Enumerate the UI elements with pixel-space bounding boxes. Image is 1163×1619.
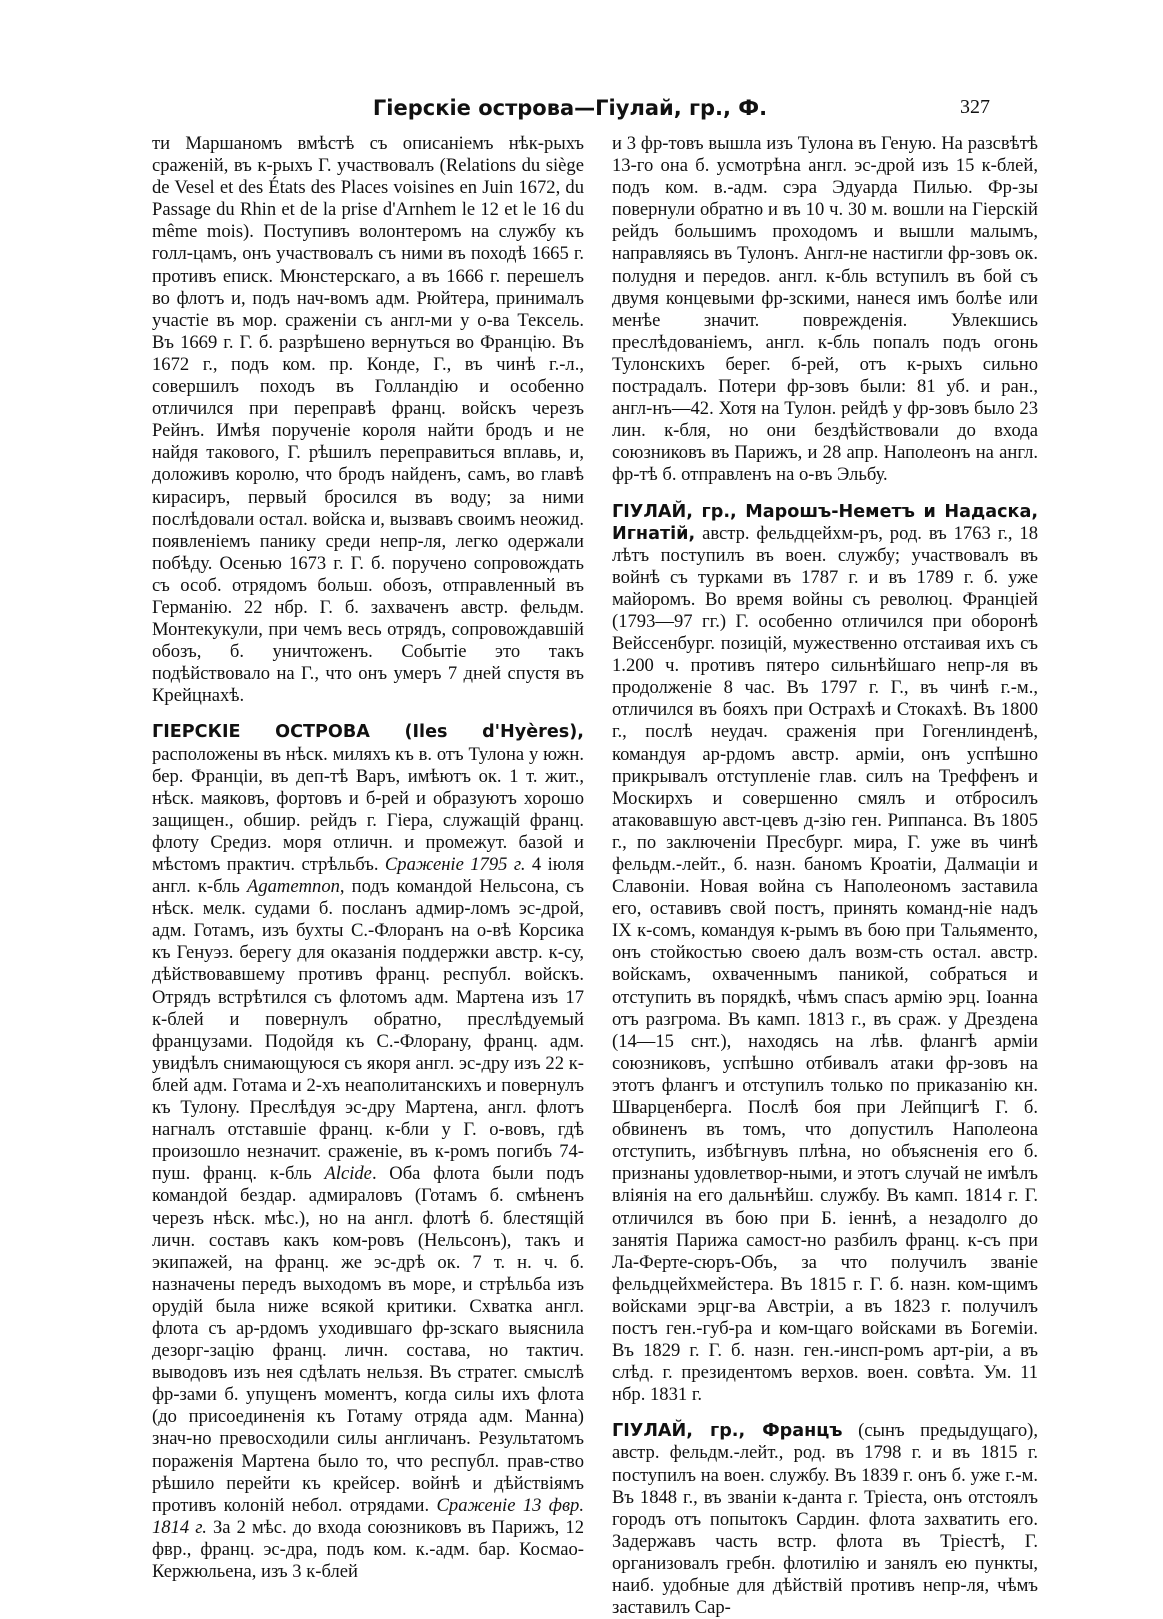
- ship-name-agamemnon: Agamemnon: [246, 876, 340, 898]
- entry-text: , подъ командой Нельсона, съ нѣск. мелк. судами б. посланъ адмир-ломъ эс-дрой, адм. Готамъ, изъ бухты С.-Флоранъ на о-вѣ Корсика къ Генуэз. берегу для оказанія поддержки австр. к-су, дѣйствовавшему противъ франц. республ. войскъ. Отрядъ встрѣтился съ флотомъ адм. Мартена изъ 17 к-блей и повернулъ обратно, преслѣдуемый французами. Подойдя къ С.-Флорану, франц. адм. увидѣлъ снимающуюся съ якоря англ. эс-дру изъ 22 к-блей адм. Готама и 2-хъ неаполитанскихъ и повернулъ къ Тулону. Преслѣдуя эс-дру Мартена, англ. флотъ нагналъ отставшіе франц. к-бли у Г. о-вовъ, гдѣ произошло незначит. сраженіе, въ к-ромъ погибъ 74-пуш. франц. к-бль: [152, 876, 584, 1185]
- page-header: [150, 96, 990, 130]
- entry-text: (сынъ предыдущаго), австр. фельдм.-лейт., род. въ 1798 г. и въ 1815 г. поступилъ на воен. службу. Въ 1839 г. онъ б. уже г.-м. Въ 1848 г., въ званіи к-данта г. Тріеста, онъ отстоялъ городъ отъ попытокъ Сардин. флота захватить его. Задержавъ часть встр. флота въ Тріестѣ, Г. организовалъ гребн. флотилію и занялъ ею пункты, наиб. удобные для дѣйствій противъ непр-ля, чѣмъ заставилъ Сар-: [612, 1420, 1038, 1619]
- entry-giulai-ignatius: [612, 501, 1038, 1407]
- entry-giulai-franz: [612, 1420, 1038, 1619]
- continued-paragraph: [612, 133, 1038, 487]
- continued-text: ти Маршаномъ вмѣстѣ съ описаніемъ нѣк-рыхъ сраженій, въ к-рыхъ Г. участвовалъ (Relations du siège de Vesel et des États des Places voisines en Juin 1672, du Passage du Rhin et de la prise d'Arnhem le 12 et le 16 du même mois). Поступивъ волонтеромъ на службу къ голл-цамъ, онъ участвовалъ съ ними въ походѣ 1665 г. противъ еписк. Мюнстерскаго, а въ 1666 г. перешелъ во флотъ и, подъ нач-вомъ адм. Рюйтера, принималъ участіе въ мор. сраженіи съ англ-ми у о-ва Тексель. Въ 1669 г. Г. б. разрѣшено вернуться во Францію. Въ 1672 г., подъ ком. пр. Конде, Г., въ чинѣ г.-л., совершилъ походъ въ Голландію и особенно отличился при переправѣ франц. войскъ черезъ Рейнъ. Имѣя порученіе короля найти бродъ и не найдя такового, Г. рѣшилъ переправиться вплавь, и, доложивъ королю, что бродъ найденъ, самъ, во главѣ кирасиръ, первый бросился въ воду; за ними послѣдовали остал. войска и, вызвавъ своимъ неожид. появленіемъ панику среди непр-ля, легко одержали побѣду. Осенью 1673 г. Г. б. поручено сопровождать съ особ. отрядомъ больш. обозъ, отправленный въ Германію. 22 нбр. Г. б. захваченъ австр. фельдм. Монтекукули, при чемъ весь отрядъ, сопровождавшій обозъ, б. уничтоженъ. Событіе это такъ подѣйствовало на Г., что онъ умеръ 7 дней спустя въ Крейцнахѣ.: [152, 133, 584, 707]
- running-head: Гіерскіе острова—Гіулай, гр., Ф.: [372, 96, 768, 120]
- entry-text: . Оба флота были подъ командой бездар. адмираловъ (Готамъ б. смѣненъ черезъ нѣск. мѣс.), но на англ. флотѣ б. блестящій личн. составъ какъ ком-ровъ (Нельсонъ), такъ и экипажей, на франц. же эс-дрѣ ок. 7 т. н. ч. б. назначены передъ выходомъ въ море, и стрѣльба изъ орудій была ниже всякой критики. Схватка англ. флота съ ар-рдомъ уходившаго фр-зскаго выяснила дезорг-зацію франц. личн. состава, но тактич. выводовъ изъ нея сдѣлать нельзя. Въ стратег. смыслѣ фр-зами б. упущенъ моментъ, когда силы ихъ флота (до присоединенія къ Готаму отряда адм. Манна) знач-но превосходили силы англичанъ. Результатомъ пораженія Мартена было то, что республ. прав-ство рѣшило перейти къ крейсер. войнѣ и дѣйствіямъ противъ колоній небол. отрядами.: [152, 1163, 584, 1516]
- right-column: [612, 133, 1038, 1619]
- entry-headword: ГІУЛАЙ, гр., Марошъ-Неметъ и Надаска, Игнатій,: [612, 501, 1038, 544]
- section-title-battle-1814: Сраженіе 13 фвр. 1814 г.: [152, 1494, 584, 1538]
- continued-text: и 3 фр-товъ вышла изъ Тулона въ Геную. На разсвѣтѣ 13-го она б. усмотрѣна англ. эс-дрой изъ 15 к-блей, подъ ком. в.-адм. сэра Эдуарда Пилью. Фр-зы повернули обратно и въ 10 ч. 30 м. вошли на Гіерскій рейдъ большимъ проходомъ и вышли малымъ, направляясь въ Тулонъ. Англ-не настигли фр-зовъ ок. полудня и передов. англ. к-бль вступилъ въ бой съ двумя концевыми фр-зскими, нанеся имъ болѣе или менѣе значит. поврежденія. Увлекшись преслѣдованіемъ, англ. к-бль попалъ подъ огонь Тулонскихъ берег. б-рей, отъ к-рыхъ сильно пострадалъ. Потери фр-зовъ были: 81 уб. и ран., англ-нъ—42. Хотя на Тулон. рейдѣ у фр-зовъ было 23 лин. к-бля, но они бездѣйствовали до входа союзниковъ въ Парижъ, и 28 апр. Наполеонъ на англ. фр-тѣ б. отправленъ на о-въ Эльбу.: [612, 133, 1038, 486]
- entry-text: австр. фельдцейхм-ръ, род. въ 1763 г., 18 лѣтъ поступилъ въ воен. службу; участвовалъ въ войнѣ съ турками въ 1787 г. и въ 1789 г. б. уже майоромъ. Во время войны съ революц. Франціей (1793—97 гг.) Г. особенно отличился при оборонѣ Вейссенбург. позицій, мужественно отстаивая ихъ съ 1.200 ч. противъ пятеро сильнѣйшаго непр-ля въ продолженіе 8 час. Въ 1797 г. Г., въ чинѣ г.-м., отличился въ бояхъ при Острахѣ и Стокахѣ. Въ 1800 г., послѣ неудач. сраженія при Гогенлинденѣ, командуя ар-рдомъ австр. арміи, онъ успѣшно прикрывалъ отступленіе глав. силъ на Треффенъ и Москирхъ и совершенно смялъ и отбросилъ атаковавшую авст-цевъ д-зію ген. Риппанса. Въ 1805 г., по заключеніи Пресбург. мира, Г. уже въ чинѣ фельдм.-лейт., б. назн. баномъ Кроатіи, Далмаціи и Славоніи. Новая война съ Наполеономъ заставила его, оставивъ свой постъ, принять команд-ніе надъ IX к-сомъ, командуя к-рымъ въ бою при Тальяменто, онъ стойкостью своею далъ возм-сть остал. австр. войскамъ, охваченнымъ паникой, собраться и отступить въ порядкѣ, чѣмъ спасъ армію эрц. Іоанна отъ разгрома. Въ камп. 1813 г., въ сраж. у Дрездена (14—15 снт.), находясь на лѣв. флангѣ арміи союзниковъ, успѣшно отбивалъ атаки фр-зовъ на этотъ флангъ и отступилъ только по приказанію кн. Шварценберга. Послѣ боя при Лейпцигѣ Г. б. обвиненъ въ томъ, что допустилъ Наполеона отступить, избѣгнувъ плѣна, но объясненія его б. признаны удовлетвор-ными, и этотъ случай не имѣлъ вліянія на его дальнѣйш. службу. Въ камп. 1814 г. Г. отличился въ бою при Б. іеннѣ, а незадолго до занятія Парижа самост-но разбилъ франц. к-съ при Ла-Ферте-сюръ-Объ, за что получилъ званіе фельдцейхмейстера. Въ 1815 г. Г. б. назн. ком-щимъ войсками эрцг-ва Австріи, а въ 1823 г. получилъ постъ ген.-губ-ра и ком-щаго войсками въ Богеміи. Въ 1829 г. Г. б. назн. ген.-инсп-ромъ арт-ріи, а въ слѣд. г. президентомъ верхов. воен. совѣта. Ум. 11 нбр. 1831 г.: [612, 522, 1038, 1406]
- entry-headword: ГІЕРСКІЕ ОСТРОВА (Iles d'Hyères),: [152, 722, 584, 743]
- continued-paragraph: [152, 133, 584, 707]
- left-column: [152, 133, 584, 1583]
- section-title-battle-1795: Сраженіе 1795 г.: [384, 854, 526, 875]
- page-number: 327: [960, 96, 990, 118]
- entry-hyeres-islands: [152, 721, 584, 1583]
- entry-text: 4 іюля англ. к-бль: [152, 854, 584, 898]
- entry-text: расположены въ нѣск. миляхъ къ в. отъ Тулона у южн. бер. Франціи, въ деп-тѣ Варъ, имѣютъ ок. 1 т. жит., нѣск. маяковъ, фортовъ и б-рей и образуютъ хорошо защищен., обшир. рейдъ г. Гіера, служащій франц. флоту Средиз. моря отличн. и промежут. базой и мѣстомъ практич. стрѣльбъ.: [152, 743, 584, 875]
- entry-headword: ГІУЛАЙ, гр., Францъ: [612, 1421, 843, 1442]
- ship-name-alcide: Alcide: [324, 1163, 372, 1185]
- entry-text: За 2 мѣс. до входа союзниковъ въ Парижъ, 12 фвр., франц. эс-дра, подъ ком. к.-адм. бар. Космао-Кержюльена, изъ 3 к-блей: [152, 1516, 584, 1582]
